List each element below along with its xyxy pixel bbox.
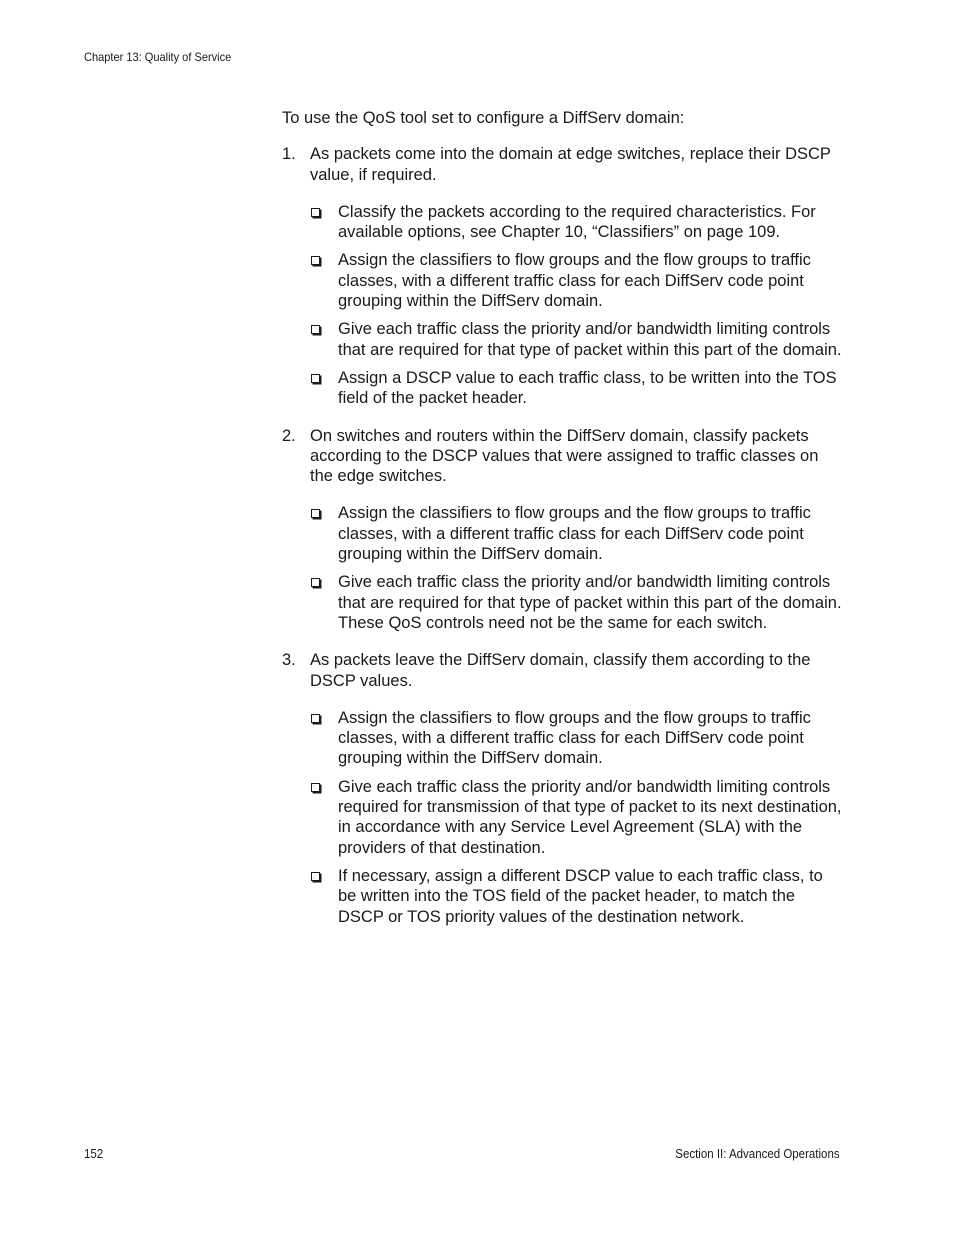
substep-item <box>310 777 842 858</box>
substep-text: Give each traffic class the priority and/or bandwidth limiting controls that are required for that type of packet within this part of the domain. These QoS controls need not be the same for each switch. <box>338 573 842 632</box>
step-3 <box>282 650 842 927</box>
section-title: Section II: Advanced Operations <box>675 1147 840 1161</box>
step-text: As packets leave the DiffServ domain, classify them according to the DSCP values. <box>310 651 811 690</box>
page-number: 152 <box>84 1147 104 1161</box>
step-2 <box>282 426 842 634</box>
running-header: Chapter 13: Quality of Service <box>84 50 232 64</box>
substep-item <box>310 250 842 311</box>
substep-item <box>310 503 842 564</box>
step-text: On switches and routers within the DiffServ domain, classify packets according to the DSCP values that were assigned to traffic classes on the edge switches. <box>310 426 819 486</box>
main-content <box>282 108 842 944</box>
step-number: 3. <box>282 651 296 670</box>
substep-item <box>310 572 842 633</box>
substep-text: If necessary, assign a different DSCP value to each traffic class, to be written into the TOS field of the packet header, to match the DSCP or TOS priority values of the destination network. <box>338 866 823 926</box>
substep-text: Assign the classifiers to flow groups and the flow groups to traffic classes, with a different traffic class for each DiffServ code point grouping within the DiffServ domain. <box>338 251 811 311</box>
checkbox-bullet-icon <box>311 714 320 723</box>
checkbox-bullet-icon <box>311 783 320 792</box>
substep-text: Assign the classifiers to flow groups and the flow groups to traffic classes, with a different traffic class for each DiffServ code point grouping within the DiffServ domain. <box>338 504 811 564</box>
checkbox-bullet-icon <box>311 256 320 265</box>
substep-text: Give each traffic class the priority and/or bandwidth limiting controls required for transmission of that type of packet to its next destination, in accordance with any Service Level Agreement (SLA) with the providers of that destination. <box>338 777 842 857</box>
checkbox-bullet-icon <box>311 872 320 881</box>
substep-item <box>310 319 842 360</box>
step-number: 2. <box>282 426 296 445</box>
substep-text: Assign the classifiers to flow groups and the flow groups to traffic classes, with a different traffic class for each DiffServ code point grouping within the DiffServ domain. <box>338 708 811 768</box>
checkbox-bullet-icon <box>311 208 320 217</box>
substep-list <box>310 708 842 927</box>
substep-text: Classify the packets according to the required characteristics. For available options, see Chapter 10, “Classifiers” on page 109. <box>338 202 816 242</box>
substep-text: Assign a DSCP value to each traffic class, to be written into the TOS field of the packet header. <box>338 368 837 408</box>
checkbox-bullet-icon <box>311 509 320 518</box>
step-text: As packets come into the domain at edge switches, replace their DSCP value, if required. <box>310 145 831 184</box>
checkbox-bullet-icon <box>311 374 320 383</box>
steps-list <box>282 144 842 927</box>
substep-list <box>310 202 842 409</box>
step-1 <box>282 144 842 408</box>
checkbox-bullet-icon <box>311 578 320 587</box>
intro-paragraph: To use the QoS tool set to configure a DiffServ domain: <box>282 109 685 127</box>
substep-item <box>310 368 842 409</box>
checkbox-bullet-icon <box>311 325 320 334</box>
substep-item <box>310 202 842 243</box>
substep-item <box>310 866 842 927</box>
substep-item <box>310 708 842 769</box>
substep-text: Give each traffic class the priority and/or bandwidth limiting controls that are required for that type of packet within this part of the domain. <box>338 320 842 359</box>
substep-list <box>310 503 842 633</box>
step-number: 1. <box>282 145 296 164</box>
